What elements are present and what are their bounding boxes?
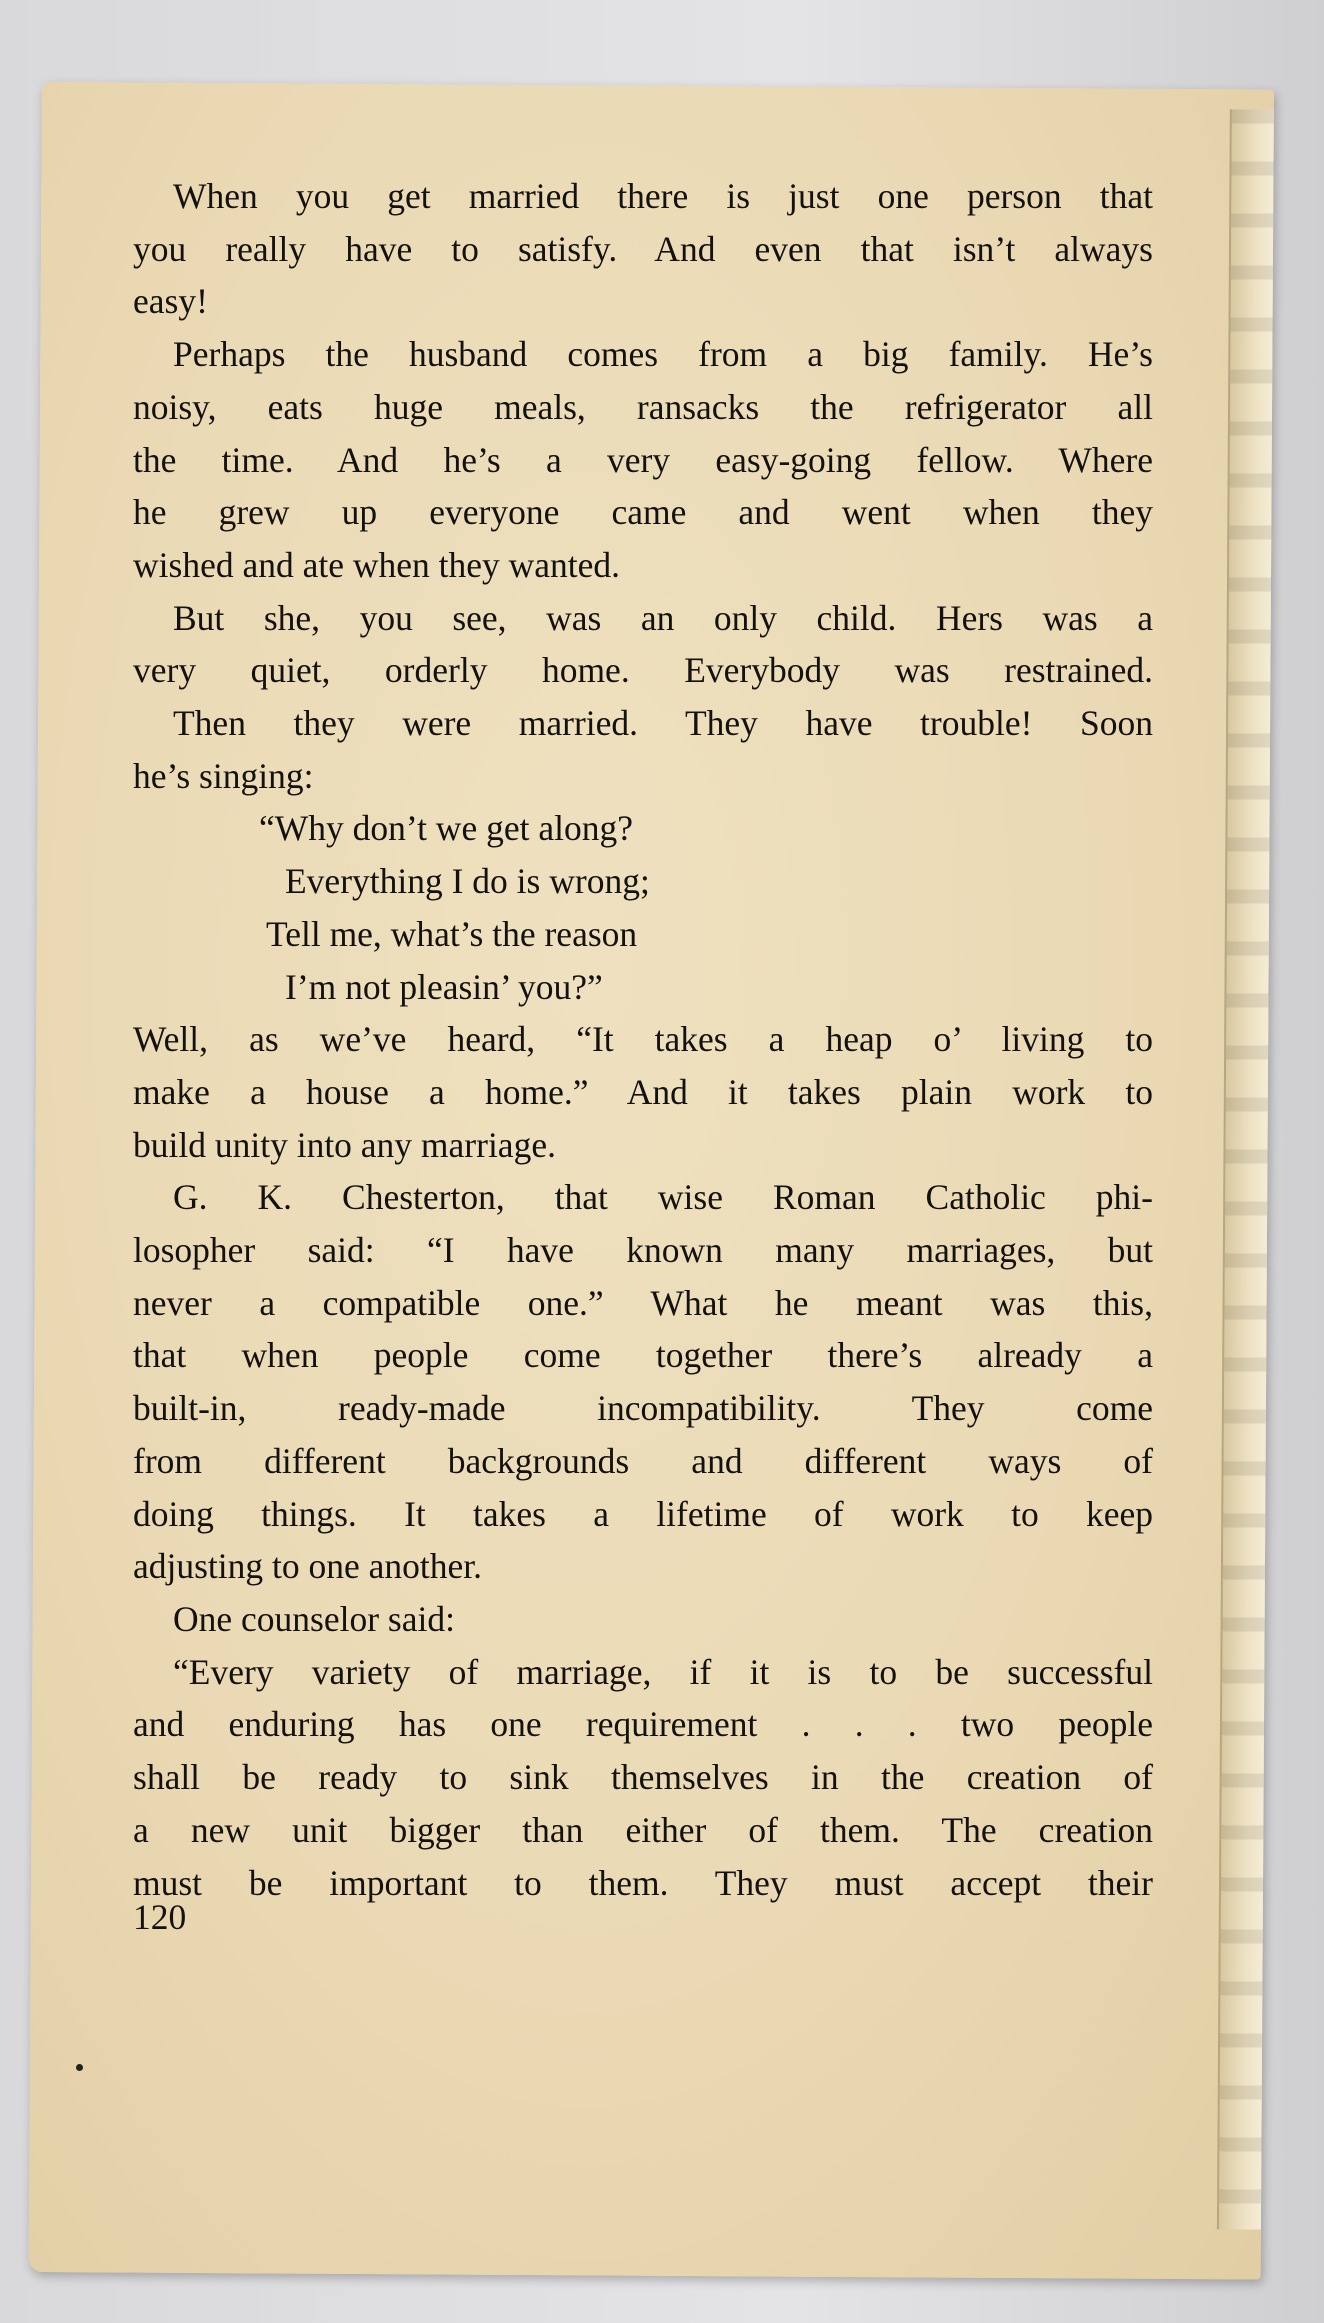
verse-line: I’m not pleasin’ you?” — [285, 966, 603, 1007]
text-line: very quiet, orderly home. Everybody was restrained. — [133, 650, 1153, 691]
text-line: One counselor said: — [173, 1598, 455, 1639]
text-line: shall be ready to sink themselves in the creation of — [133, 1757, 1153, 1798]
text-line: When you get married there is just one person that — [173, 176, 1153, 216]
verse-line: Tell me, what’s the reason — [266, 913, 638, 954]
text-line: noisy, eats huge meals, ransacks the refrigerator all — [133, 386, 1153, 427]
text-line: Perhaps the husband comes from a big family. He’s — [173, 334, 1153, 375]
text-line: Well, as we’ve heard, “It takes a heap o’ living to — [133, 1019, 1153, 1060]
text-line: losopher said: “I have known many marriages, but — [133, 1230, 1153, 1271]
text-line: build unity into any marriage. — [133, 1124, 556, 1165]
text-line: But she, you see, was an only child. Hers was a — [173, 597, 1153, 638]
text-line: must be important to them. They must accept their — [133, 1862, 1153, 1903]
text-line: easy! — [133, 281, 208, 322]
text-line: you really have to satisfy. And even that isn’t always — [133, 228, 1153, 269]
text-line: adjusting to one another. — [133, 1546, 483, 1587]
text-line: make a house a home.” And it takes plain work to — [133, 1071, 1153, 1112]
text-line: that when people come together there’s already a — [133, 1335, 1153, 1376]
verse-line: Everything I do is wrong; — [285, 861, 650, 902]
text-line: built-in, ready-made incompatibility. They come — [133, 1388, 1153, 1429]
body-text — [133, 170, 1153, 1909]
text-line: he’s singing: — [133, 755, 314, 796]
text-line: doing things. It takes a lifetime of work to keep — [133, 1493, 1153, 1534]
text-line: and enduring has one requirement . . . two people — [133, 1704, 1153, 1745]
text-line: wished and ate when they wanted. — [133, 544, 620, 585]
text-line: G. K. Chesterton, that wise Roman Catholic phi- — [173, 1177, 1153, 1218]
page-number: 120 — [133, 1897, 187, 1937]
text-line: the time. And he’s a very easy-going fellow. Where — [133, 439, 1153, 480]
text-line: never a compatible one.” What he meant was this, — [133, 1282, 1153, 1323]
verse-line: “Why don’t we get along? — [259, 808, 633, 849]
text-line: he grew up everyone came and went when they — [133, 492, 1153, 533]
text-line: “Every variety of marriage, if it is to be successful — [173, 1651, 1153, 1692]
text-line: from different backgrounds and different ways of — [133, 1440, 1153, 1481]
ink-speck — [76, 2064, 83, 2071]
text-line: Then they were married. They have trouble! Soon — [173, 703, 1153, 744]
text-line: a new unit bigger than either of them. The creation — [133, 1809, 1153, 1850]
